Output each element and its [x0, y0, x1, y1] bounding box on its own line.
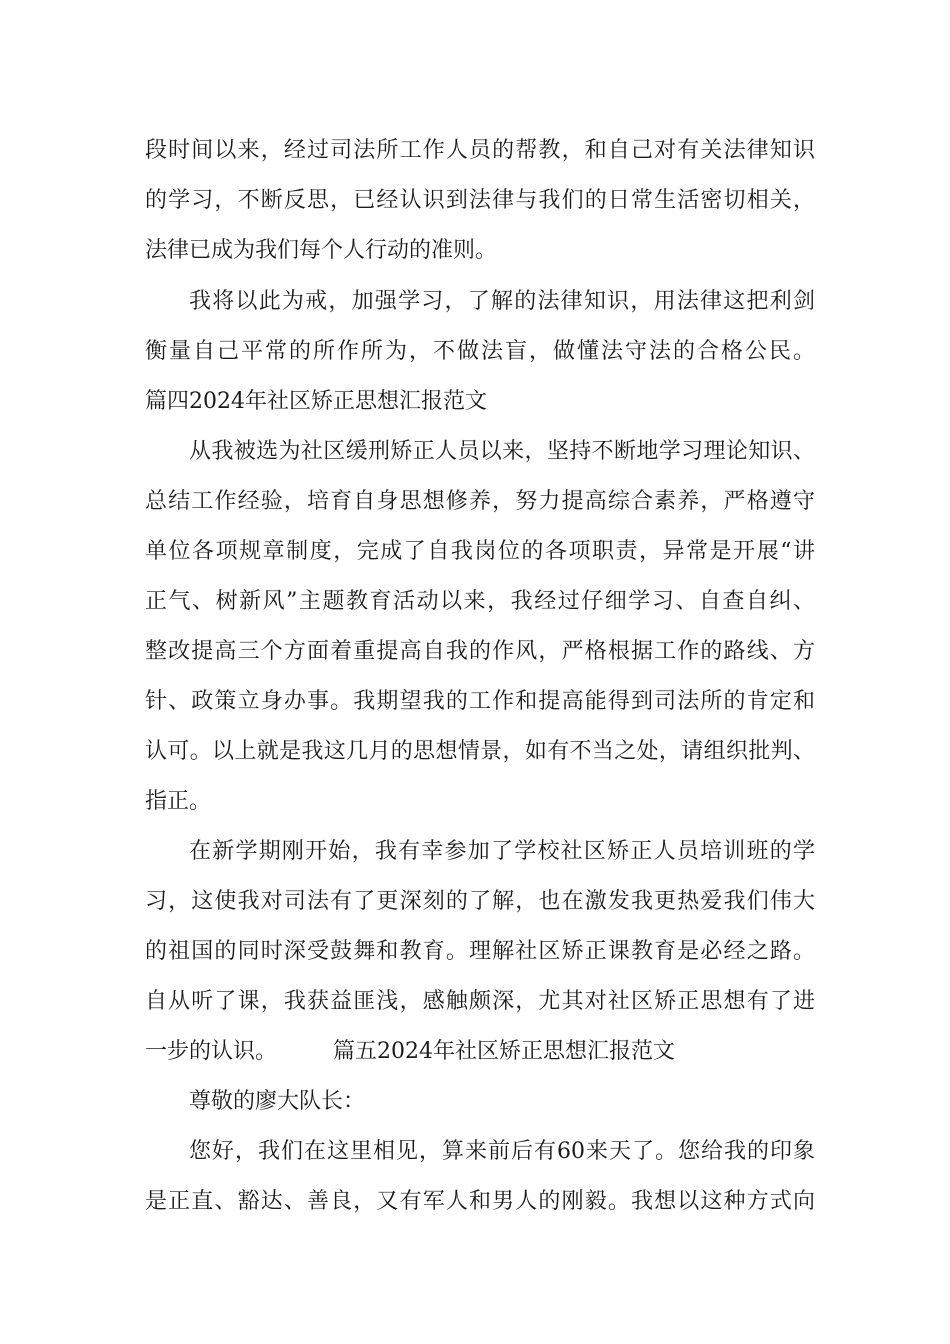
section-heading: 篇四2024年社区矫正思想汇报范文 [145, 389, 487, 414]
text-line: 是正直、豁达、善良，又有军人和男人的刚毅。我想以这种方式向 [145, 1189, 815, 1214]
text-line: 从我被选为社区缓刑矫正人员以来，坚持不断地学习理论知识、 [189, 439, 815, 464]
text-line: 的祖国的同时深受鼓舞和教育。理解社区矫正课教育是必经之路。 [145, 939, 815, 964]
text-line: 认可。以上就是我这几月的思想情景，如有不当之处，请组织批判、 [145, 739, 815, 764]
text-line: 单位各项规章制度，完成了自我岗位的各项职责，异常是开展“讲 [145, 539, 815, 564]
text-line: 在新学期刚开始，我有幸参加了学校社区矫正人员培训班的学 [189, 839, 815, 864]
text-line: 您好，我们在这里相见，算来前后有60来天了。您给我的印象 [189, 1139, 815, 1164]
text-line: 总结工作经验，培育自身思想修养，努力提高综合素养，严格遵守 [145, 489, 815, 514]
text-line: 法律已成为我们每个人行动的准则。 [145, 238, 498, 263]
text-line: 自从听了课，我获益匪浅，感触颇深，尤其对社区矫正思想有了进 [145, 989, 815, 1014]
text-line: 正气、树新风”主题教育活动以来，我经过仔细学习、自查自纠、 [145, 589, 815, 614]
text-line: 衡量自己平常的所作所为，不做法盲，做懂法守法的合格公民。 [145, 339, 815, 364]
text-line: 段时间以来，经过司法所工作人员的帮教，和自己对有关法律知识 [145, 138, 815, 163]
text-line: 习，这使我对司法有了更深刻的了解，也在激发我更热爱我们伟大 [145, 889, 815, 914]
text-line: 指正。 [145, 789, 212, 814]
text-line: 我将以此为戒，加强学习，了解的法律知识，用法律这把利剑 [189, 289, 815, 314]
text-line: 针、政策立身办事。我期望我的工作和提高能得到司法所的肯定和 [145, 689, 815, 714]
text-segment: 一步的认识。 [145, 1039, 278, 1064]
text-line: 的学习，不断反思，已经认识到法律与我们的日常生活密切相关， [145, 188, 815, 213]
salutation: 尊敬的廖大队长： [189, 1089, 366, 1114]
section-heading: 篇五2024年社区矫正思想汇报范文 [333, 1039, 676, 1064]
text-line-with-heading [145, 1032, 815, 1072]
text-line: 整改提高三个方面着重提高自我的作风，严格根据工作的路线、方 [145, 639, 815, 664]
